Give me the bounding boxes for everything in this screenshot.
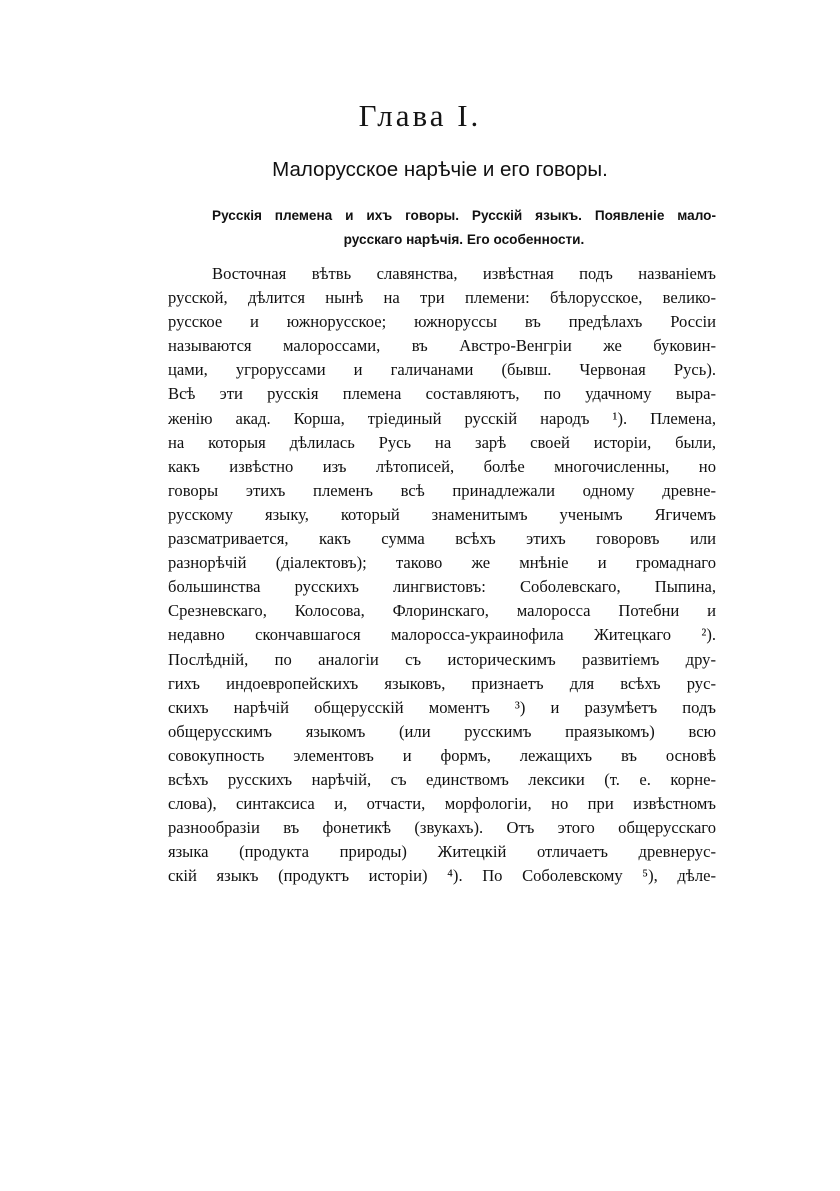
text-line: скій языкъ (продуктъ исторіи) ⁴). По Соболевскому ⁵), дѣле- <box>168 866 716 886</box>
summary-line: русскаго нарѣчія. Его особенности. <box>343 232 585 248</box>
text-line: русскому языку, который знаменитымъ ученымъ Ягичемъ <box>168 504 716 524</box>
text-line: слова), синтаксиса и, отчасти, морфологіи, но при извѣстномъ <box>168 794 716 814</box>
text-line: всѣхъ русскихъ нарѣчій, съ единствомъ лексики (т. е. корне- <box>168 769 716 789</box>
text-line: разнообразіи въ фонетикѣ (звукахъ). Отъ этого общерусскаго <box>168 818 716 838</box>
text-line: скихъ нарѣчій общерусскій моментъ ³) и разумѣетъ подъ <box>168 697 716 717</box>
text-line: Восточная вѣтвь славянства, извѣстная подъ названіемъ <box>212 264 716 283</box>
text-line: недавно скончавшагося малоросса-украинофила Житецкаго ²). <box>168 625 716 645</box>
body-text <box>168 262 716 888</box>
text-line: говоры этихъ племенъ всѣ принадлежали одному древне- <box>168 480 716 500</box>
text-line: Послѣдній, по аналогіи съ историческимъ развитіемъ дру- <box>168 649 716 669</box>
text-line: русской, дѣлится нынѣ на три племени: бѣлорусское, велико- <box>168 288 716 308</box>
text-line: гихъ индоевропейскихъ языковъ, признаетъ для всѣхъ рус- <box>168 673 716 693</box>
text-line: Срезневскаго, Колосова, Флоринскаго, малоросса Потебни и <box>168 601 716 621</box>
section-title: Малорусское нарѣчіе и его говоры. <box>272 158 608 181</box>
text-line: разсматривается, какъ сумма всѣхъ этихъ говоровъ или <box>168 529 716 549</box>
text-line: какъ извѣстно изъ лѣтописей, болѣе многочисленны, но <box>168 456 716 476</box>
text-line: цами, угроруссами и галичанами (бывш. Червоная Русь). <box>168 360 716 380</box>
text-line: совокупность элементовъ и формъ, лежащихъ въ основѣ <box>168 745 716 765</box>
text-line: женію акад. Корша, тріединый русскій народъ ¹). Племена, <box>168 408 716 428</box>
summary-line: Русскія племена и ихъ говоры. Русскій языкъ. Появленіе мало- <box>212 208 716 223</box>
chapter-heading: Глава I. <box>358 98 482 133</box>
text-line: на которыя дѣлилась Русь на зарѣ своей исторіи, были, <box>168 432 716 452</box>
text-line: русское и южнорусское; южноруссы въ предѣлахъ Россіи <box>168 312 716 332</box>
text-line: Всѣ эти русскія племена составляютъ, по удачному выра- <box>168 384 716 404</box>
text-line: называются малороссами, въ Австро-Венгріи же буковин- <box>168 336 716 356</box>
text-line: разнорѣчій (діалектовъ); таково же мнѣніе и громаднаго <box>168 553 716 573</box>
chapter-summary <box>212 206 716 254</box>
text-line: общерусскимъ языкомъ (или русскимъ праязыкомъ) всю <box>168 721 716 741</box>
text-line: большинства русскихъ лингвистовъ: Соболевскаго, Пыпина, <box>168 577 716 597</box>
text-line: языка (продукта природы) Житецкій отличаетъ древнерус- <box>168 842 716 862</box>
